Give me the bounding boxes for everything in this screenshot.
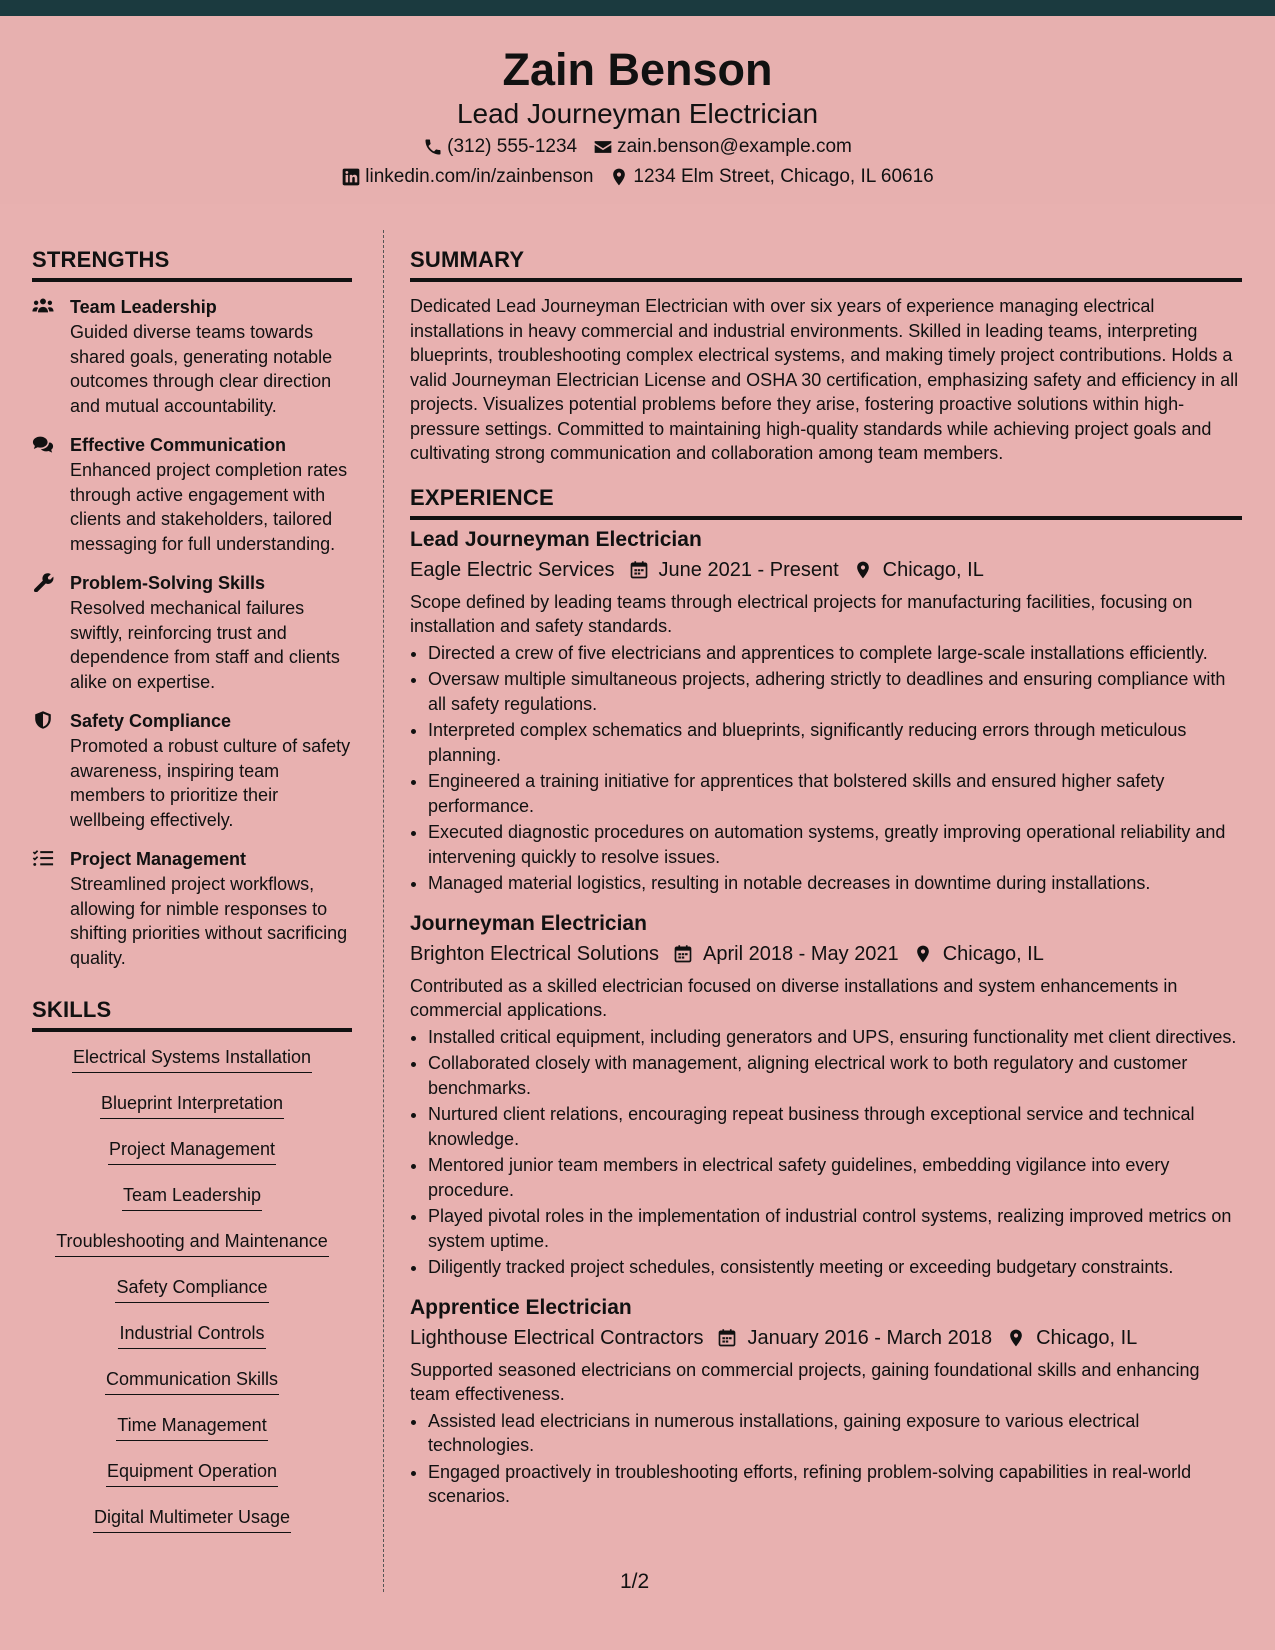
wrench-icon <box>32 572 54 592</box>
strength-item <box>32 432 352 556</box>
resume-header <box>0 16 1275 204</box>
strength-description: Enhanced project completion rates through active engagement with clients and stakeholders, tailored messaging for full understanding. <box>70 460 348 554</box>
job-dates: June 2021 - Present <box>658 558 839 581</box>
skill-tag: Digital Multimeter Usage <box>93 1504 291 1533</box>
contact-line-1 <box>0 132 1275 162</box>
comments-icon <box>32 434 54 454</box>
map-pin-icon <box>1006 1328 1026 1348</box>
tasks-icon <box>32 848 54 868</box>
left-column <box>32 246 352 1550</box>
top-accent-bar <box>0 0 1275 16</box>
strength-title: Safety Compliance <box>70 711 232 731</box>
skills-list <box>32 1044 352 1550</box>
linkedin-text[interactable]: linkedin.com/in/zainbenson <box>365 166 594 187</box>
strength-item <box>32 846 352 970</box>
skill-tag: Time Management <box>116 1412 267 1441</box>
job-bullet: • Collaborated closely with management, aligning electrical work to both regulatory and customer benchmarks. <box>428 1051 1242 1100</box>
job-bullet: • Engineered a training initiative for apprentices that bolstered skills and ensured higher safety performance. <box>428 769 1242 818</box>
candidate-name: Zain Benson <box>502 44 773 95</box>
strength-description: Guided diverse teams towards shared goals, generating notable outcomes through clear direction and mutual accountability. <box>70 322 333 416</box>
skill-tag: Equipment Operation <box>106 1458 278 1487</box>
summary-heading: SUMMARY <box>410 246 1242 282</box>
strength-description: Resolved mechanical failures swiftly, reinforcing trust and dependence from staff and clients alike on expertise. <box>70 598 340 692</box>
right-column <box>410 246 1242 1523</box>
job-meta <box>410 554 1242 586</box>
summary-text: Dedicated Lead Journeyman Electrician with over six years of experience managing electrical installations in heavy commercial and industrial environments. Skilled in leading teams, interpreting blueprints, troubleshooting complex electrical systems, and making timely project contributions. Holds a valid Journeyman Electrician License and OSHA 30 certification, emphasizing safety and efficiency in all projects. Visualizes potential problems before they arise, fostering proactive solutions within high-pressure settings. Committed to maintaining high-quality standards while achieving project goals and cultivating strong communication and collaboration among team members. <box>410 296 1239 463</box>
strength-item <box>32 708 352 832</box>
job-bullet: • Diligently tracked project schedules, consistently meeting or exceeding budgetary constraints. <box>428 1255 1242 1280</box>
job-bullet: • Installed critical equipment, including generators and UPS, ensuring functionality met client directives. <box>428 1025 1242 1050</box>
job-entry <box>410 910 1242 1280</box>
skill-tag: Troubleshooting and Maintenance <box>55 1228 329 1257</box>
envelope-icon <box>593 137 613 157</box>
company-name: Eagle Electric Services <box>410 558 615 581</box>
job-description: Supported seasoned electricians on commercial projects, gaining foundational skills and enhancing team effectiveness. <box>410 1359 1200 1404</box>
job-bullet: • Interpreted complex schematics and blueprints, significantly reducing errors through meticulous planning. <box>428 718 1242 767</box>
candidate-title: Lead Journeyman Electrician <box>456 98 819 129</box>
address-contact <box>609 162 933 192</box>
skill-tag: Electrical Systems Installation <box>72 1044 312 1073</box>
job-bullet: • Oversaw multiple simultaneous projects, adhering strictly to deadlines and ensuring compliance with all safety regulations. <box>428 667 1242 716</box>
job-bullets <box>410 1025 1242 1280</box>
job-dates: January 2016 - March 2018 <box>747 1326 993 1349</box>
strength-title: Team Leadership <box>70 297 217 317</box>
job-bullet: • Mentored junior team members in electrical safety guidelines, embedding vigilance into every procedure. <box>428 1153 1242 1202</box>
job-location: Chicago, IL <box>942 942 1044 965</box>
job-description: Scope defined by leading teams through electrical projects for manufacturing facilities, focusing on installation and safety standards. <box>410 591 1193 636</box>
calendar-icon <box>717 1328 737 1348</box>
phone-contact <box>423 132 577 162</box>
skill-tag: Communication Skills <box>105 1366 279 1395</box>
contact-line-2 <box>0 162 1275 192</box>
strength-description: Streamlined project workflows, allowing for nimble responses to shifting priorities without sacrificing quality. <box>70 874 348 968</box>
strength-title: Problem-Solving Skills <box>70 573 266 593</box>
job-bullets <box>410 641 1242 896</box>
company-name: Lighthouse Electrical Contractors <box>410 1326 704 1349</box>
linkedin-icon <box>341 167 361 187</box>
calendar-icon <box>673 944 693 964</box>
shield-icon <box>32 710 54 730</box>
job-entry <box>410 526 1242 896</box>
strength-title: Effective Communication <box>70 435 287 455</box>
skill-tag: Project Management <box>108 1136 276 1165</box>
job-bullet: • Executed diagnostic procedures on automation systems, greatly improving operational reliability and intervening quickly to resolve issues. <box>428 820 1242 869</box>
strength-item <box>32 570 352 694</box>
page-number: 1/2 <box>620 1570 650 1593</box>
job-bullet: • Played pivotal roles in the implementation of industrial control systems, realizing improved metrics on system uptime. <box>428 1204 1242 1253</box>
job-bullet: • Nurtured client relations, encouraging repeat business through exceptional service and technical knowledge. <box>428 1102 1242 1151</box>
job-bullet: • Managed material logistics, resulting in notable decreases in downtime during installations. <box>428 871 1242 896</box>
job-bullet: • Engaged proactively in troubleshooting efforts, refining problem-solving capabilities in real-world scenarios. <box>428 1460 1242 1509</box>
job-location: Chicago, IL <box>882 558 984 581</box>
job-bullets <box>410 1409 1242 1509</box>
users-icon <box>32 296 54 316</box>
strength-description: Promoted a robust culture of safety awareness, inspiring team members to prioritize their wellbeing effectively. <box>70 736 351 830</box>
address-text: 1234 Elm Street, Chicago, IL 60616 <box>633 166 934 187</box>
job-entry <box>410 1294 1242 1509</box>
phone-text: (312) 555-1234 <box>447 136 578 157</box>
job-bullet: • Directed a crew of five electricians and apprentices to complete large-scale installations efficiently. <box>428 641 1242 666</box>
strength-item <box>32 294 352 418</box>
map-pin-icon <box>609 167 629 187</box>
job-meta <box>410 1322 1242 1354</box>
skill-tag: Industrial Controls <box>118 1320 265 1349</box>
job-title: Apprentice Electrician <box>410 1295 632 1319</box>
column-divider <box>383 230 384 1592</box>
linkedin-contact[interactable] <box>341 162 593 192</box>
skills-heading: SKILLS <box>32 996 352 1032</box>
job-description: Contributed as a skilled electrician focused on diverse installations and system enhancements in commercial applications. <box>410 975 1178 1020</box>
strengths-heading: STRENGTHS <box>32 246 352 282</box>
email-contact[interactable] <box>593 132 852 162</box>
job-location: Chicago, IL <box>1036 1326 1138 1349</box>
job-dates: April 2018 - May 2021 <box>703 942 899 965</box>
strength-title: Project Management <box>70 849 247 869</box>
job-meta <box>410 938 1242 970</box>
experience-heading: EXPERIENCE <box>410 484 1242 520</box>
job-title: Lead Journeyman Electrician <box>410 527 702 551</box>
job-title: Journeyman Electrician <box>410 911 647 935</box>
email-text[interactable]: zain.benson@example.com <box>617 136 852 157</box>
job-bullet: • Assisted lead electricians in numerous installations, gaining exposure to various electrical technologies. <box>428 1409 1242 1458</box>
phone-icon <box>423 137 443 157</box>
skill-tag: Blueprint Interpretation <box>100 1090 284 1119</box>
map-pin-icon <box>913 944 933 964</box>
company-name: Brighton Electrical Solutions <box>410 942 660 965</box>
map-pin-icon <box>853 560 873 580</box>
skill-tag: Safety Compliance <box>115 1274 268 1303</box>
calendar-icon <box>629 560 649 580</box>
skill-tag: Team Leadership <box>122 1182 262 1211</box>
